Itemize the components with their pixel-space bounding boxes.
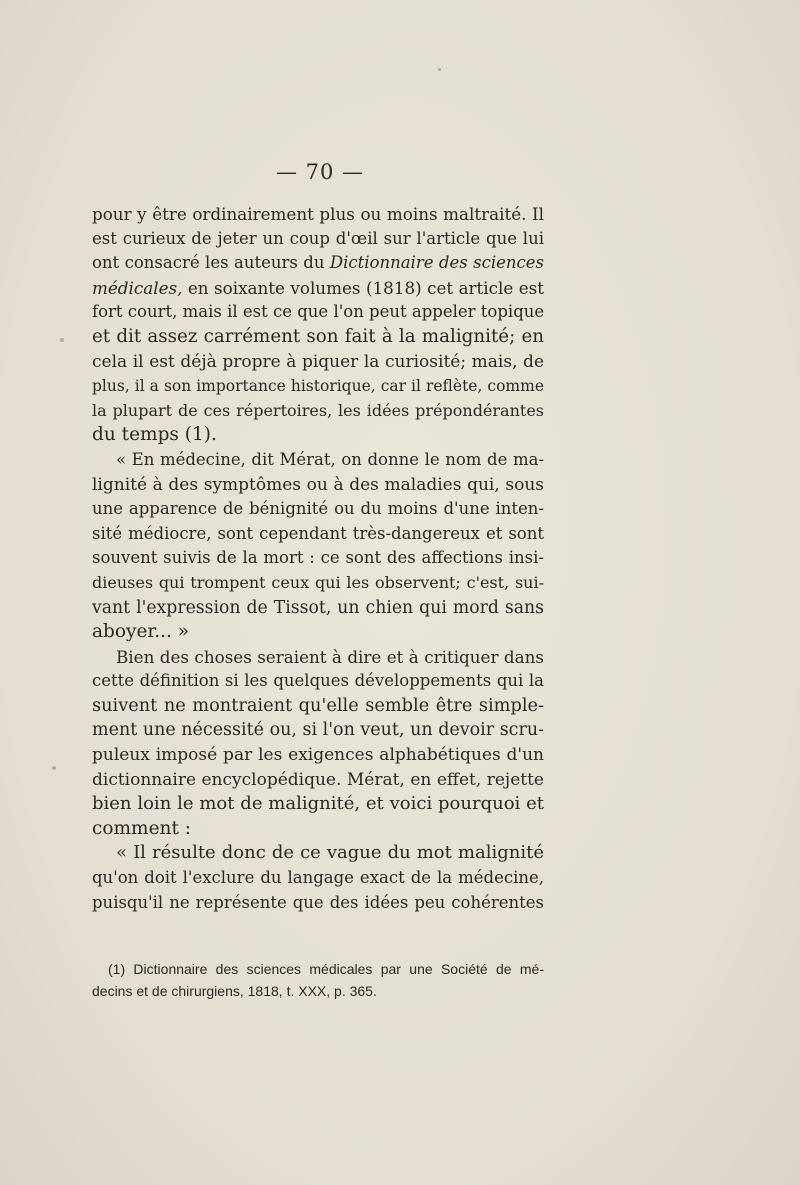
text-line: cette définition si les quelques développements qui la (92, 671, 544, 691)
footnote-line: (1) Dictionnaire des sciences médicales par une Société de mé- (108, 961, 544, 977)
text-line: vant l'expression de Tissot, un chien qui mord sans (92, 597, 544, 618)
text-line: plus, il a son importance historique, car il reflète, comme (92, 377, 544, 396)
text-line: ment une nécessité ou, si l'on veut, un devoir scru- (92, 720, 545, 741)
text-line (92, 276, 544, 301)
text-line (92, 251, 544, 276)
footnote (92, 958, 544, 1002)
text-line: souvent suivis de la mort : ce sont des affections insi- (92, 548, 544, 568)
text-line: qu'on doit l'exclure du langage exact de la médecine, (92, 868, 544, 888)
text-line: bien loin le mot de malignité, et voici pourquoi et (92, 793, 544, 815)
text-line: « En médecine, dit Mérat, on donne le nom de ma- (116, 449, 544, 469)
text-line: lignité à des symptômes ou à des maladies qui, sous (92, 474, 544, 495)
text-segment: en soixante volumes (1818) cet article est (182, 277, 544, 298)
text-segment: ont consacré les auteurs du (92, 253, 330, 273)
text-line: dieuses qui trompent ceux qui les observent; c'est, sui- (92, 572, 544, 592)
text-line: fort court, mais il est ce que l'on peut appeler topique (92, 302, 545, 322)
text-line: suivent ne montraient qu'elle semble être simple- (92, 695, 544, 716)
text-line: pour y être ordinairement plus ou moins maltraité. Il (92, 204, 544, 224)
page-number: — 70 — (275, 160, 365, 184)
text-line: dictionnaire encyclopédique. Mérat, en effet, rejette (92, 769, 544, 790)
text-line: puisqu'il ne représente que des idées peu cohérentes (92, 892, 544, 912)
text-line: est curieux de jeter un coup d'œil sur l'article que lui (92, 228, 544, 248)
footnote-line: decins et de chirurgiens, 1818, t. XXX, p. 365. (92, 983, 377, 999)
text-line: cela il est déjà propre à piquer la curiosité; mais, de (92, 351, 544, 372)
text-line: puleux imposé par les exigences alphabétiques d'un (92, 745, 544, 766)
italic-title: médicales, (92, 277, 183, 298)
margin-speck (438, 68, 441, 71)
text-line: et dit assez carrément son fait à la malignité; en (92, 325, 544, 347)
text-line: comment : (92, 817, 191, 839)
text-line: Bien des choses seraient à dire et à critiquer dans (116, 646, 544, 667)
text-line: une apparence de bénignité ou du moins d'une inten- (92, 499, 544, 519)
body-text (92, 202, 544, 915)
text-line: sité médiocre, sont cependant très-dangereux et sont (92, 523, 544, 543)
margin-speck (52, 766, 56, 770)
text-line: la plupart de ces répertoires, les idées prépondérantes (92, 400, 544, 420)
margin-speck (60, 338, 64, 342)
text-line: du temps (1). (92, 424, 217, 446)
text-line: aboyer... » (92, 621, 190, 643)
text-line: « Il résulte donc de ce vague du mot malignité (116, 842, 544, 864)
italic-title: Dictionnaire des sciences (329, 253, 544, 273)
